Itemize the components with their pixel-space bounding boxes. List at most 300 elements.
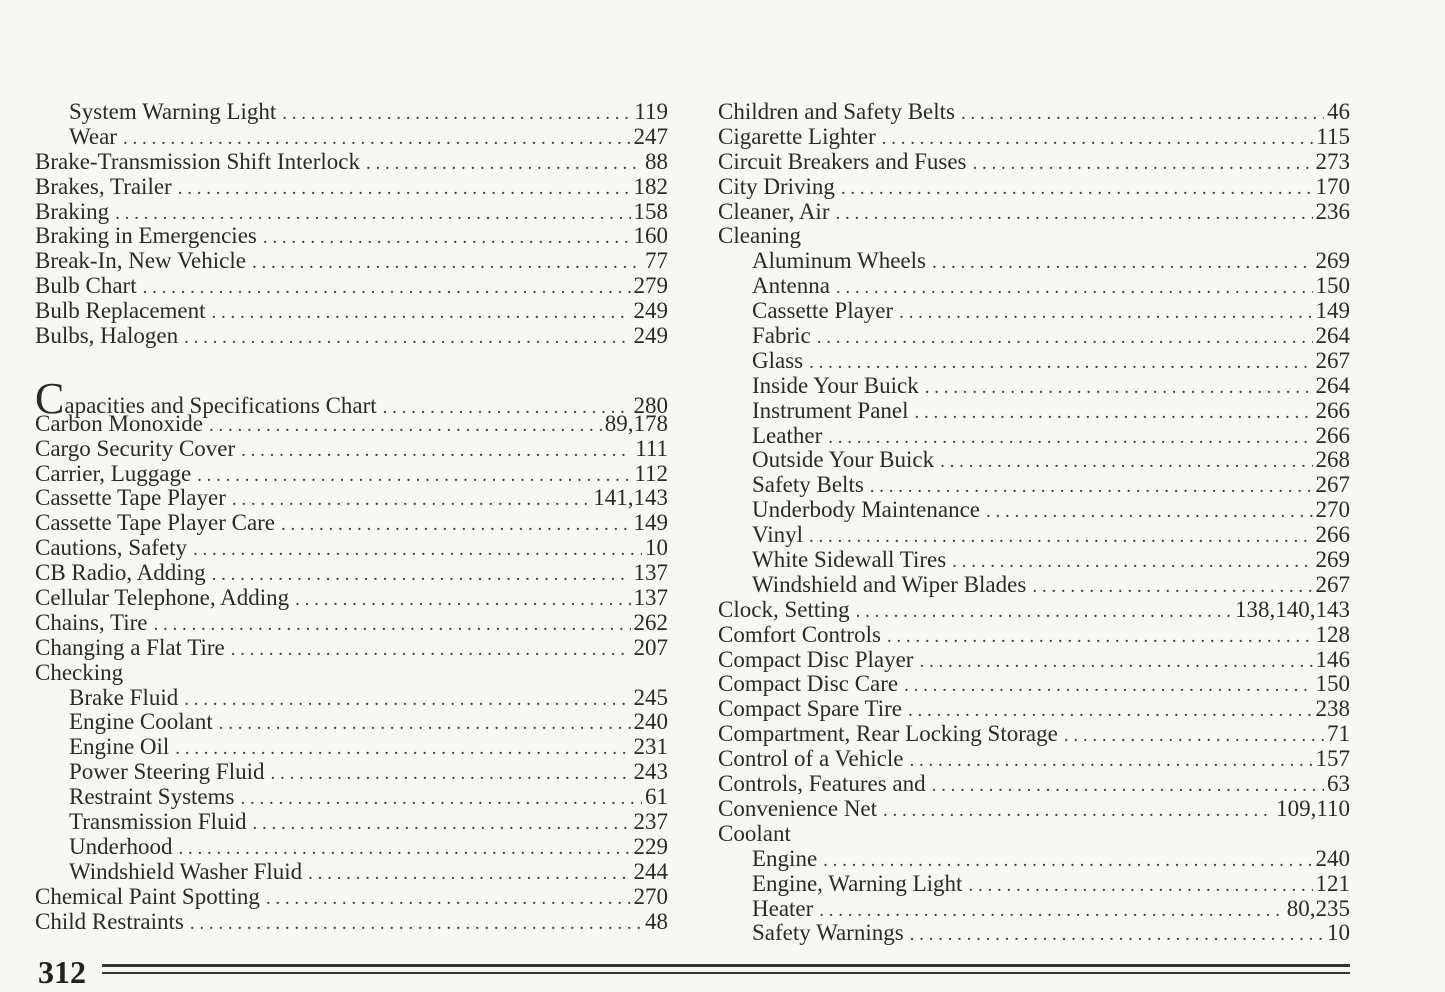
index-entry	[718, 175, 1350, 200]
index-term-text: Control of a Vehicle	[718, 746, 904, 772]
index-subentry	[718, 249, 1350, 274]
index-page-numbers: 71	[1327, 721, 1350, 747]
index-term-text: Child Restraints	[35, 908, 184, 934]
index-entry	[35, 636, 668, 661]
index-entry	[718, 722, 1350, 747]
index-subentry	[718, 498, 1350, 523]
index-term	[752, 847, 817, 872]
index-term	[752, 872, 962, 897]
index-term	[718, 200, 830, 225]
index-term	[718, 150, 966, 175]
page-footer	[38, 952, 1350, 992]
index-page-numbers: 170	[1315, 173, 1350, 199]
index-entry	[718, 598, 1350, 623]
index-term-text: Clock, Setting	[718, 596, 850, 622]
index-term	[35, 636, 225, 661]
index-term	[69, 735, 169, 760]
index-page-numbers: 267	[1315, 472, 1350, 498]
index-term-text: Compact Disc Player	[718, 646, 914, 672]
index-term	[35, 910, 184, 935]
index-term	[69, 100, 276, 125]
index-page-numbers: 158	[633, 198, 668, 224]
dot-leader	[972, 152, 1312, 177]
drop-cap-letter: C	[35, 373, 65, 423]
index-page-numbers: 61	[645, 784, 668, 810]
index-term	[718, 125, 876, 150]
index-term-text: Restraint Systems	[69, 784, 235, 810]
index-term	[752, 548, 946, 573]
index-term	[35, 412, 203, 437]
index-term	[35, 586, 289, 611]
index-entry	[35, 536, 668, 561]
index-page-numbers: 160	[633, 223, 668, 249]
index-term-text: Carbon Monoxide	[35, 410, 204, 436]
index-subentry	[35, 100, 668, 125]
index-subentry	[35, 810, 668, 835]
index-subentry	[718, 374, 1350, 399]
index-term-text: Cleaner, Air	[718, 198, 830, 224]
index-term	[69, 810, 246, 835]
dot-leader	[836, 276, 1313, 301]
dot-leader	[184, 326, 630, 351]
index-page-numbers: 262	[633, 609, 668, 635]
index-subentry	[35, 710, 668, 735]
index-entry	[718, 623, 1350, 648]
index-page-numbers: 115	[1316, 123, 1350, 149]
index-subentry	[718, 448, 1350, 473]
index-term	[752, 399, 909, 424]
dot-leader	[961, 102, 1324, 127]
dot-leader	[281, 513, 630, 538]
index-term	[35, 486, 226, 511]
index-term-text: Cassette Tape Player	[35, 485, 226, 511]
index-term-text: Circuit Breakers and Fuses	[718, 148, 967, 174]
index-term-text: Chains, Tire	[35, 609, 148, 635]
index-page-numbers: 267	[1315, 347, 1350, 373]
index-term	[69, 760, 265, 785]
index-page-numbers: 247	[633, 123, 668, 149]
index-term	[35, 462, 191, 487]
index-entry	[35, 511, 668, 536]
index-term-text: Checking	[35, 659, 124, 685]
index-term-text: Brake-Transmission Shift Interlock	[35, 148, 360, 174]
index-page-numbers: 157	[1315, 746, 1350, 772]
index-subentry	[718, 349, 1350, 374]
index-page-numbers: 229	[633, 833, 668, 859]
index-entry	[718, 747, 1350, 772]
index-subentry	[35, 860, 668, 885]
index-term	[69, 710, 213, 735]
index-entry	[718, 648, 1350, 673]
index-page-numbers: 141,143	[593, 485, 668, 511]
index-term	[718, 175, 835, 200]
index-entry	[35, 299, 668, 324]
index-term	[69, 860, 302, 885]
index-subentry	[718, 473, 1350, 498]
dot-leader	[932, 774, 1324, 799]
index-page-numbers: 264	[1315, 323, 1350, 349]
index-entry	[35, 462, 668, 487]
index-page-numbers: 244	[633, 858, 668, 884]
index-subentry	[718, 424, 1350, 449]
index-term-text: Coolant	[718, 820, 791, 846]
index-term-text: System Warning Light	[69, 99, 277, 124]
index-column-left	[35, 100, 668, 935]
dot-leader	[241, 439, 632, 464]
index-term	[35, 299, 206, 324]
index-term-text: Children and Safety Belts	[718, 99, 955, 124]
index-page-numbers: 48	[645, 908, 668, 934]
dot-leader	[968, 874, 1312, 899]
index-term-text: Convenience Net	[718, 795, 878, 821]
index-entry	[718, 200, 1350, 225]
index-term-text: Antenna	[752, 273, 830, 299]
index-term	[718, 598, 850, 623]
index-term	[752, 573, 1026, 598]
index-entry	[35, 910, 668, 935]
index-term	[752, 274, 830, 299]
index-subentry	[718, 897, 1350, 922]
index-subentry	[35, 785, 668, 810]
index-term	[752, 448, 934, 473]
index-term	[718, 822, 791, 847]
index-term-text: Cellular Telephone, Adding	[35, 585, 290, 611]
index-subentry	[718, 573, 1350, 598]
dot-leader	[190, 912, 642, 937]
dot-leader	[817, 326, 1313, 351]
index-term-text: Leather	[752, 422, 823, 448]
dot-leader	[184, 688, 630, 713]
index-entry	[718, 772, 1350, 797]
index-subentry	[718, 274, 1350, 299]
index-entry	[718, 697, 1350, 722]
dot-leader	[282, 102, 631, 127]
dot-leader	[263, 226, 631, 251]
index-term	[35, 150, 360, 175]
index-page-numbers: 266	[1315, 522, 1350, 548]
index-entry	[718, 150, 1350, 175]
index-term	[69, 686, 178, 711]
index-term	[752, 249, 926, 274]
index-entry	[35, 611, 668, 636]
index-page-numbers: 207	[633, 634, 668, 660]
index-page-numbers: 270	[633, 883, 668, 909]
index-term	[752, 299, 893, 324]
index-term-text: Power Steering Fluid	[69, 759, 265, 785]
index-term-text: Compartment, Rear Locking Storage	[718, 721, 1058, 747]
index-term	[752, 897, 813, 922]
index-entry	[35, 437, 668, 462]
dot-leader	[219, 712, 631, 737]
index-subentry	[35, 760, 668, 785]
index-term	[35, 661, 123, 686]
index-subentry	[35, 735, 668, 760]
index-page-numbers: 237	[633, 809, 668, 835]
index-page-numbers: 89,178	[604, 410, 668, 436]
index-term	[718, 697, 902, 722]
index-term	[69, 785, 234, 810]
index-term-text: Underbody Maintenance	[752, 497, 981, 523]
index-entry	[35, 150, 668, 175]
index-page-numbers: 10	[1327, 920, 1350, 946]
index-term	[718, 623, 881, 648]
index-page-numbers: 273	[1315, 148, 1350, 174]
index-term-text: Underhood	[69, 833, 173, 859]
index-subentry	[35, 835, 668, 860]
index-term-text: apacities and Specifications Chart	[64, 392, 377, 418]
index-page-numbers: 243	[633, 759, 668, 785]
index-term	[718, 672, 898, 697]
index-page-numbers: 109,110	[1276, 795, 1350, 821]
index-entry	[718, 822, 1350, 847]
index-entry	[35, 200, 668, 225]
index-term	[752, 523, 803, 548]
index-entry	[35, 412, 668, 437]
index-page-numbers: 249	[633, 323, 668, 349]
index-entry	[35, 274, 668, 299]
index-entry	[35, 586, 668, 611]
index-entry	[718, 797, 1350, 822]
dot-leader	[366, 152, 642, 177]
index-page-numbers: 280	[633, 392, 668, 418]
index-term	[35, 224, 257, 249]
index-term-text: Bulb Replacement	[35, 298, 206, 324]
index-subentry	[718, 523, 1350, 548]
dot-leader	[308, 862, 630, 887]
index-page-numbers: 10	[645, 535, 668, 561]
index-subentry	[35, 125, 668, 150]
index-page-numbers: 182	[633, 173, 668, 199]
dot-leader	[197, 464, 631, 489]
index-term-text: Windshield Washer Fluid	[69, 858, 303, 884]
index-term-text: Engine Oil	[69, 734, 170, 760]
index-term-text: Cigarette Lighter	[718, 123, 876, 149]
index-term	[752, 473, 864, 498]
dot-leader	[1064, 724, 1324, 749]
index-page-numbers: 119	[634, 99, 668, 124]
index-entry	[35, 324, 668, 349]
dot-leader	[909, 749, 1312, 774]
index-page-numbers: 245	[633, 684, 668, 710]
index-term-text: Engine Coolant	[69, 709, 213, 735]
index-term-text: Cargo Security Cover	[35, 435, 236, 461]
dot-leader	[252, 812, 630, 837]
index-term-text: Bulbs, Halogen	[35, 323, 179, 349]
dot-leader	[295, 588, 630, 613]
dot-leader	[986, 500, 1312, 525]
index-page-numbers: 146	[1315, 646, 1350, 672]
index-column-right	[718, 100, 1350, 946]
index-page-numbers: 240	[633, 709, 668, 735]
index-entry	[35, 885, 668, 910]
index-page-numbers: 240	[1315, 845, 1350, 871]
index-page-numbers: 138,140,143	[1235, 596, 1350, 622]
index-page-numbers: 150	[1315, 273, 1350, 299]
index-term-text: Cassette Tape Player Care	[35, 510, 276, 536]
index-term	[35, 437, 235, 462]
index-page-numbers: 88	[645, 148, 668, 174]
index-term-text: Comfort Controls	[718, 621, 881, 647]
index-term	[35, 274, 137, 299]
index-entry	[718, 224, 1350, 249]
index-term	[752, 324, 811, 349]
dot-leader	[271, 762, 631, 787]
index-page-numbers: 63	[1327, 771, 1350, 797]
page-number: 312	[38, 954, 86, 990]
dot-leader	[932, 251, 1313, 276]
dot-leader	[240, 787, 642, 812]
index-term	[752, 349, 803, 374]
index-term-text: Cleaning	[718, 223, 802, 249]
index-term	[35, 511, 275, 536]
index-entry	[35, 249, 668, 274]
index-entry	[35, 175, 668, 200]
index-term-text: Fabric	[752, 323, 811, 349]
index-term	[718, 648, 913, 673]
dot-leader	[193, 538, 642, 563]
dot-leader	[925, 376, 1313, 401]
index-term-text: City Driving	[718, 173, 835, 199]
index-term	[35, 200, 109, 225]
index-term	[718, 797, 877, 822]
index-entry	[35, 486, 668, 511]
index-page-numbers: 268	[1315, 447, 1350, 473]
dot-leader	[883, 799, 1273, 824]
index-term-text: Cassette Player	[752, 298, 894, 324]
index-page-numbers: 77	[645, 248, 668, 274]
index-term	[718, 772, 926, 797]
index-term	[35, 536, 187, 561]
index-term	[35, 249, 246, 274]
index-entry	[718, 100, 1350, 125]
dot-leader	[910, 923, 1324, 948]
index-term	[752, 424, 822, 449]
index-page-numbers: 46	[1327, 99, 1350, 124]
index-term-text: Chemical Paint Spotting	[35, 883, 260, 909]
index-term-text: Aluminum Wheels	[752, 248, 926, 274]
index-term-text: Cautions, Safety	[35, 535, 188, 561]
dot-leader	[887, 625, 1313, 650]
index-term	[718, 747, 903, 772]
index-term-text: Break-In, New Vehicle	[35, 248, 246, 274]
index-term-text: Bulb Chart	[35, 273, 137, 299]
index-term-text: Inside Your Buick	[752, 372, 919, 398]
index-page-numbers: 236	[1315, 198, 1350, 224]
index-page-numbers: 249	[633, 298, 668, 324]
index-term	[752, 498, 980, 523]
index-term-text: Wear	[69, 123, 117, 149]
index-term	[35, 324, 178, 349]
index-page-numbers: 137	[633, 560, 668, 586]
index-subentry	[718, 399, 1350, 424]
index-page-numbers: 150	[1315, 671, 1350, 697]
index-term	[69, 125, 117, 150]
index-term	[718, 722, 1058, 747]
dot-leader	[212, 301, 631, 326]
index-page-numbers: 279	[633, 273, 668, 299]
dot-leader	[232, 488, 590, 513]
index-subentry	[718, 921, 1350, 946]
index-term	[69, 835, 172, 860]
index-term-text: Instrument Panel	[752, 397, 909, 423]
index-page-numbers: 149	[633, 510, 668, 536]
index-term-text: Brake Fluid	[69, 684, 179, 710]
index-term	[752, 374, 919, 399]
dot-leader	[231, 638, 631, 663]
index-subentry	[35, 686, 668, 711]
index-page-numbers: 80,235	[1286, 895, 1350, 921]
index-term-text: Carrier, Luggage	[35, 460, 192, 486]
index-page-numbers: 238	[1315, 696, 1350, 722]
index-term-text: Vinyl	[752, 522, 804, 548]
index-term-text: Brakes, Trailer	[35, 173, 172, 199]
index-term-text: Controls, Features and	[718, 771, 926, 797]
index-entry	[35, 661, 668, 686]
index-term-text: Windshield and Wiper Blades	[752, 571, 1027, 597]
index-page-numbers: 111	[635, 435, 668, 461]
index-page-numbers: 269	[1315, 547, 1350, 573]
index-page-numbers: 270	[1315, 497, 1350, 523]
dot-leader	[899, 301, 1312, 326]
index-term-text: Transmission Fluid	[69, 809, 247, 835]
index-term-text: Glass	[752, 347, 804, 373]
index-entry	[35, 224, 668, 249]
dot-leader	[143, 276, 631, 301]
index-term-text: Engine, Warning Light	[752, 870, 963, 896]
dot-leader	[841, 177, 1313, 202]
index-entry	[35, 561, 668, 586]
index-page-numbers: 149	[1315, 298, 1350, 324]
index-page-numbers: 121	[1315, 870, 1350, 896]
index-entry	[718, 125, 1350, 150]
index-term-text: Safety Warnings	[752, 920, 904, 946]
index-term-text: Outside Your Buick	[752, 447, 935, 473]
dot-leader	[836, 202, 1313, 227]
index-term	[35, 561, 206, 586]
index-term-text: Braking in Emergencies	[35, 223, 257, 249]
index-page-numbers: 266	[1315, 397, 1350, 423]
index-subentry	[718, 299, 1350, 324]
dot-leader	[915, 401, 1313, 426]
dot-leader	[940, 450, 1312, 475]
index-term-text: White Sidewall Tires	[752, 547, 947, 573]
index-subentry	[718, 872, 1350, 897]
index-page-numbers: 231	[633, 734, 668, 760]
index-subentry	[718, 324, 1350, 349]
index-term-text: CB Radio, Adding	[35, 560, 206, 586]
index-term-text: Compact Spare Tire	[718, 696, 902, 722]
index-term	[752, 921, 904, 946]
index-term-text: Changing a Flat Tire	[35, 634, 225, 660]
index-term	[718, 224, 801, 249]
dot-leader	[266, 887, 631, 912]
index-subentry	[718, 847, 1350, 872]
dot-leader	[856, 600, 1232, 625]
dot-leader	[153, 613, 630, 638]
dot-leader	[904, 674, 1312, 699]
dot-leader	[209, 414, 602, 439]
index-term-text: Braking	[35, 198, 110, 224]
index-subentry	[718, 548, 1350, 573]
index-term	[35, 175, 172, 200]
index-page-numbers: 267	[1315, 571, 1350, 597]
index-page-numbers: 264	[1315, 372, 1350, 398]
index-term-text: Compact Disc Care	[718, 671, 899, 697]
dot-leader	[178, 177, 631, 202]
index-term-text: Safety Belts	[752, 472, 864, 498]
dot-leader	[919, 650, 1312, 675]
index-page-numbers: 269	[1315, 248, 1350, 274]
